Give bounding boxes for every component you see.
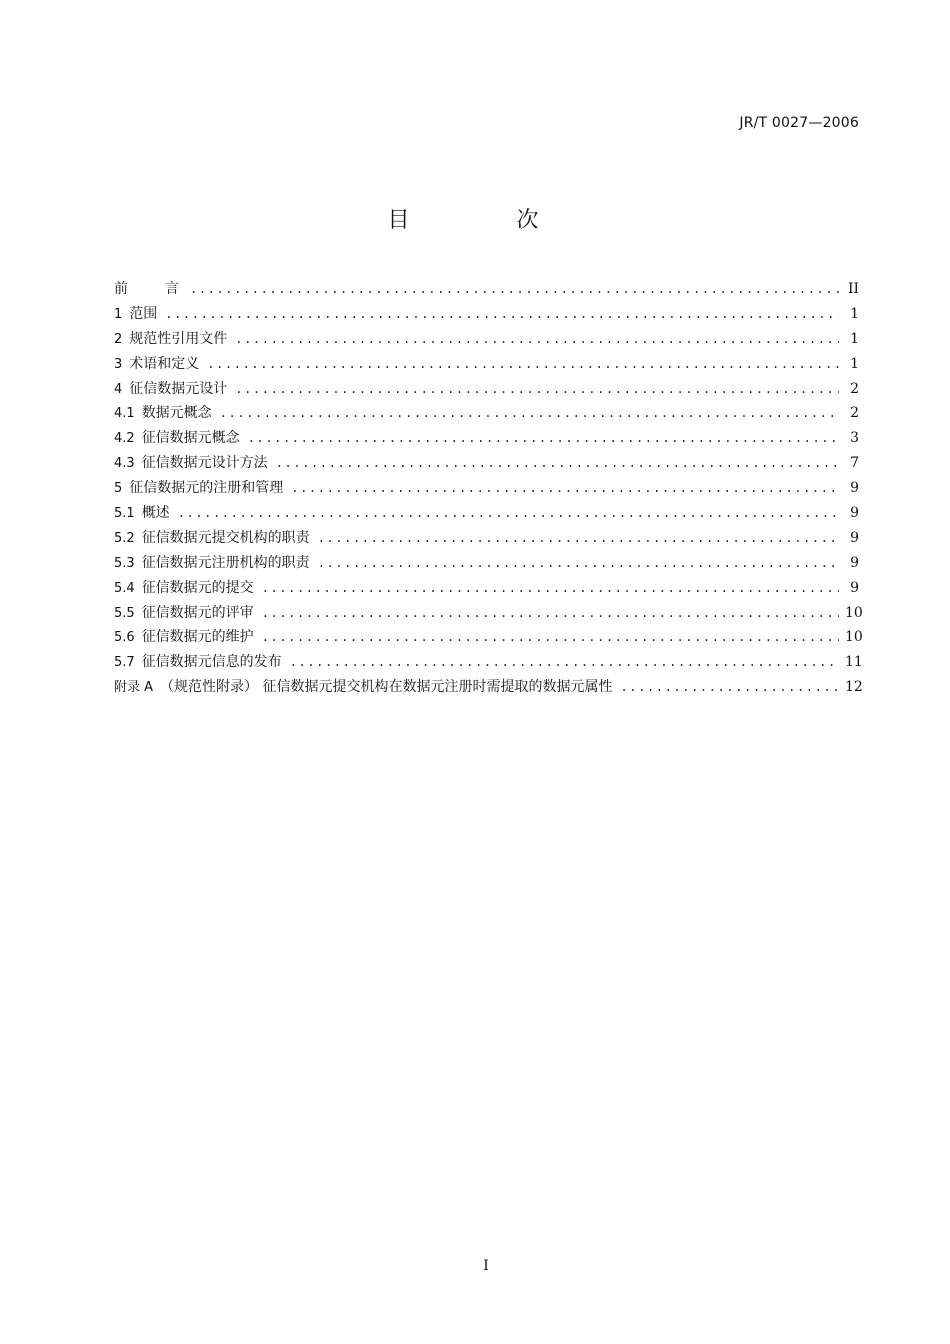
toc-entry-title: 征信数据元的注册和管理 — [129, 480, 284, 497]
toc-entry[interactable] — [114, 477, 859, 502]
toc-entry-number: 5.2 — [114, 530, 135, 546]
standard-code: JR/T 0027—2006 — [739, 115, 859, 131]
toc-leader-dots — [262, 606, 839, 620]
toc-leader-dots — [262, 630, 839, 644]
toc-entry-page: 2 — [850, 380, 859, 397]
toc-entry[interactable] — [114, 577, 859, 602]
toc-entry[interactable] — [114, 278, 859, 303]
toc-entry-page: 10 — [845, 629, 863, 646]
toc-entry-title: 规范性引用文件 — [129, 330, 228, 347]
page-number: I — [483, 1258, 489, 1274]
toc-entry[interactable] — [114, 626, 863, 651]
toc-entry-number: 3 — [114, 356, 123, 372]
toc-leader-dots — [291, 481, 839, 495]
toc-entry-page: 1 — [850, 305, 859, 322]
toc-entry-page: 9 — [850, 579, 859, 596]
toc-entry-number: 4.2 — [114, 431, 135, 447]
toc-leader-dots — [318, 556, 839, 570]
toc-entry-page: 12 — [845, 679, 863, 696]
toc-entry-title: 征信数据元提交机构的职责 — [141, 529, 310, 546]
toc-leader-dots — [290, 655, 839, 669]
toc-entry-number: 5.7 — [114, 655, 135, 671]
toc-entry-title: 术语和定义 — [129, 355, 200, 372]
toc-entry[interactable] — [114, 676, 863, 701]
toc-entry-page: 7 — [850, 455, 859, 472]
toc-entry-page: 9 — [850, 529, 859, 546]
toc-entry[interactable] — [114, 402, 859, 427]
toc-entry-page: 11 — [845, 654, 863, 671]
toc-entry[interactable] — [114, 651, 863, 676]
toc-entry-page: 2 — [850, 405, 859, 422]
toc-entry-title: 范围 — [129, 305, 158, 322]
toc-entry-title: 前 言 — [114, 281, 182, 297]
toc-leader-dots — [190, 282, 839, 296]
toc-entry[interactable] — [114, 378, 859, 403]
toc-entry-title: 征信数据元的维护 — [141, 629, 254, 646]
toc-leader-dots — [235, 382, 839, 396]
toc-entry-page: 1 — [850, 330, 859, 347]
toc-entry[interactable] — [114, 303, 859, 328]
toc-entry-number: 5.5 — [114, 605, 135, 621]
toc-entry-number: 5.6 — [114, 630, 135, 646]
toc-leader-dots — [220, 406, 839, 420]
toc-entry-title: （规范性附录） 征信数据元提交机构在数据元注册时需提取的数据元属性 — [160, 679, 613, 696]
toc-entry-page: 1 — [850, 355, 859, 372]
toc-leader-dots — [262, 581, 839, 595]
toc-entry-number: 5 — [114, 481, 123, 497]
toc-entry-number: 4.3 — [114, 456, 135, 472]
toc-entry-page: 9 — [850, 554, 859, 571]
toc-entry-title: 数据元概念 — [141, 405, 212, 422]
toc-entry[interactable] — [114, 527, 859, 552]
toc-leader-dots — [248, 431, 839, 445]
toc-entry-number: 4.1 — [114, 406, 135, 422]
toc-leader-dots — [276, 456, 839, 470]
toc-entry-title: 征信数据元的评审 — [141, 604, 254, 621]
toc-entry-title: 征信数据元的提交 — [141, 579, 254, 596]
toc-leader-dots — [318, 531, 839, 545]
toc-leader-dots — [165, 307, 839, 321]
toc-entry-title: 征信数据元注册机构的职责 — [141, 554, 310, 571]
toc-entry-title: 征信数据元设计 — [129, 380, 228, 397]
page-title: 目 次 — [387, 208, 589, 233]
toc-leader-dots — [207, 357, 839, 371]
toc-leader-dots — [178, 506, 839, 520]
toc-entry[interactable] — [114, 552, 859, 577]
toc-leader-dots — [235, 332, 839, 346]
toc-entry-title: 征信数据元设计方法 — [141, 455, 268, 472]
toc-entry-number: 2 — [114, 331, 123, 347]
toc-entry-number: 5.4 — [114, 580, 135, 596]
toc-entry-number: 5.1 — [114, 506, 135, 522]
toc-entry[interactable] — [114, 602, 863, 627]
toc-leader-dots — [620, 680, 839, 694]
toc-entry-page: 3 — [850, 430, 859, 447]
toc-entry-number: 5.3 — [114, 555, 135, 571]
toc-entry[interactable] — [114, 328, 859, 353]
toc-entry[interactable] — [114, 353, 859, 378]
toc-entry[interactable] — [114, 427, 859, 452]
toc-entry[interactable] — [114, 452, 859, 477]
toc-entry-page: 10 — [845, 604, 863, 621]
toc-entry-page: 9 — [850, 505, 859, 522]
toc-entry-number: 附录 A — [114, 680, 154, 696]
toc-entry-page: 9 — [850, 480, 859, 497]
table-of-contents — [114, 278, 863, 701]
toc-entry-page: II — [847, 281, 859, 297]
toc-entry-number: 1 — [114, 306, 123, 322]
toc-entry-number: 4 — [114, 381, 123, 397]
toc-entry[interactable] — [114, 502, 859, 527]
toc-entry-title: 概述 — [141, 505, 170, 522]
toc-entry-title: 征信数据元概念 — [141, 430, 240, 447]
toc-entry-title: 征信数据元信息的发布 — [141, 654, 282, 671]
